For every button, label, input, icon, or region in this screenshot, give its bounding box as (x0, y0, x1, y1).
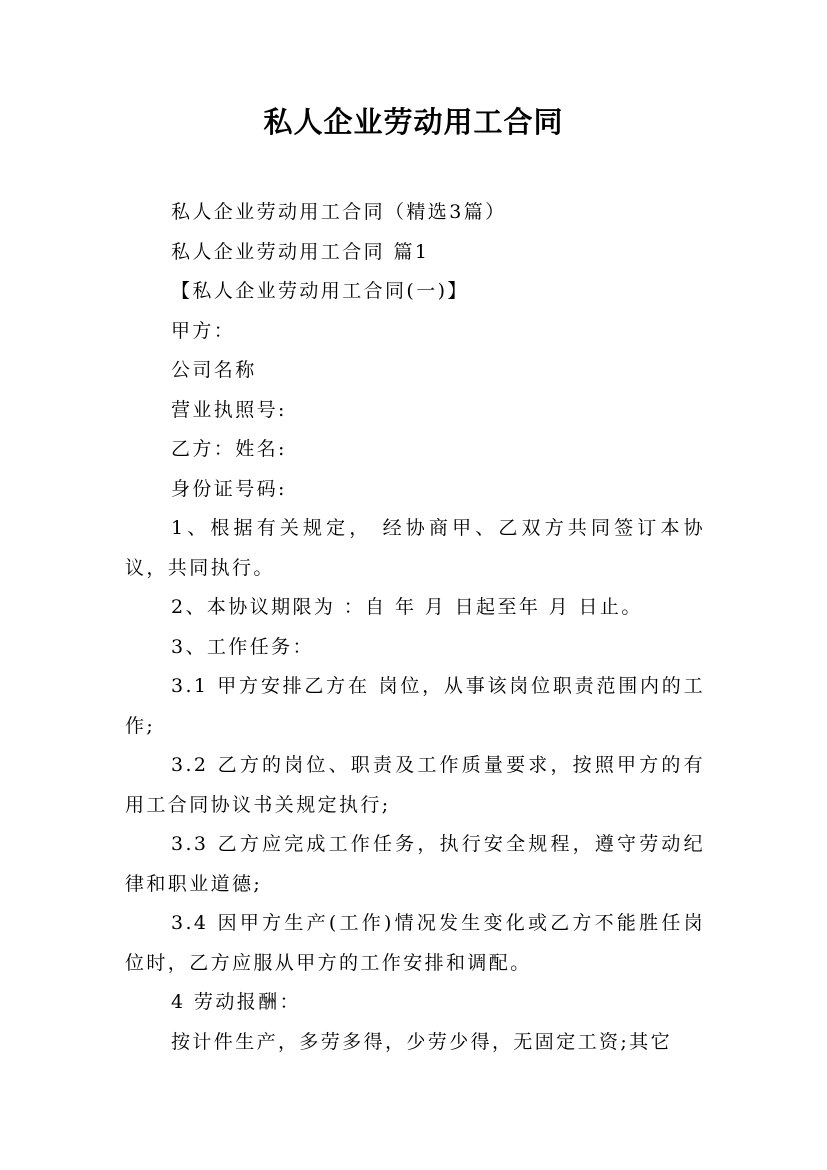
paragraph-clause-3-1: 3.1 甲方安排乙方在 岗位，从事该岗位职责范围内的工作; (125, 675, 705, 737)
paragraph-party-a: 甲方： (171, 319, 236, 342)
paragraph-subtitle: 私人企业劳动用工合同（精选3篇） (171, 201, 507, 223)
paragraph-clause-4-text: 按计件生产，多劳多得，少劳少得，无固定工资;其它 (171, 1030, 673, 1053)
document-title: 私人企业劳动用工合同 (263, 105, 564, 139)
paragraph-company-name: 公司名称 (171, 359, 257, 381)
paragraph-clause-4: 4 劳动报酬： (171, 991, 301, 1013)
paragraph-clause-3-4: 3.4 因甲方生产(工作)情况发生变化或乙方不能胜任岗位时，乙方应服从甲方的工作安排和调配。 (125, 912, 705, 974)
paragraph-clause-2: 2、本协议期限为 ：自 年 月 日起至年 月 日止。 (171, 596, 643, 618)
paragraph-license-number: 营业执照号: (171, 398, 287, 421)
paragraph-party-b-name: 乙方：姓名: (171, 438, 287, 460)
paragraph-id-number: 身份证号码: (171, 477, 287, 500)
paragraph-clause-3-2: 3.2 乙方的岗位、职责及工作质量要求，按照甲方的有用工合同协议书关规定执行; (125, 754, 705, 816)
paragraph-contract-heading: 【私人企业劳动用工合同(一)】 (171, 280, 469, 302)
document-body (125, 193, 705, 1062)
paragraph-clause-3: 3、工作任务： (171, 635, 314, 658)
paragraph-section-heading: 私人企业劳动用工合同 篇1 (171, 240, 430, 263)
paragraph-clause-1: 1、根据有关规定， 经协商甲、乙双方共同签订本协议，共同执行。 (125, 517, 705, 579)
paragraph-clause-3-3: 3.3 乙方应完成工作任务，执行安全规程，遵守劳动纪律和职业道德; (125, 833, 705, 895)
